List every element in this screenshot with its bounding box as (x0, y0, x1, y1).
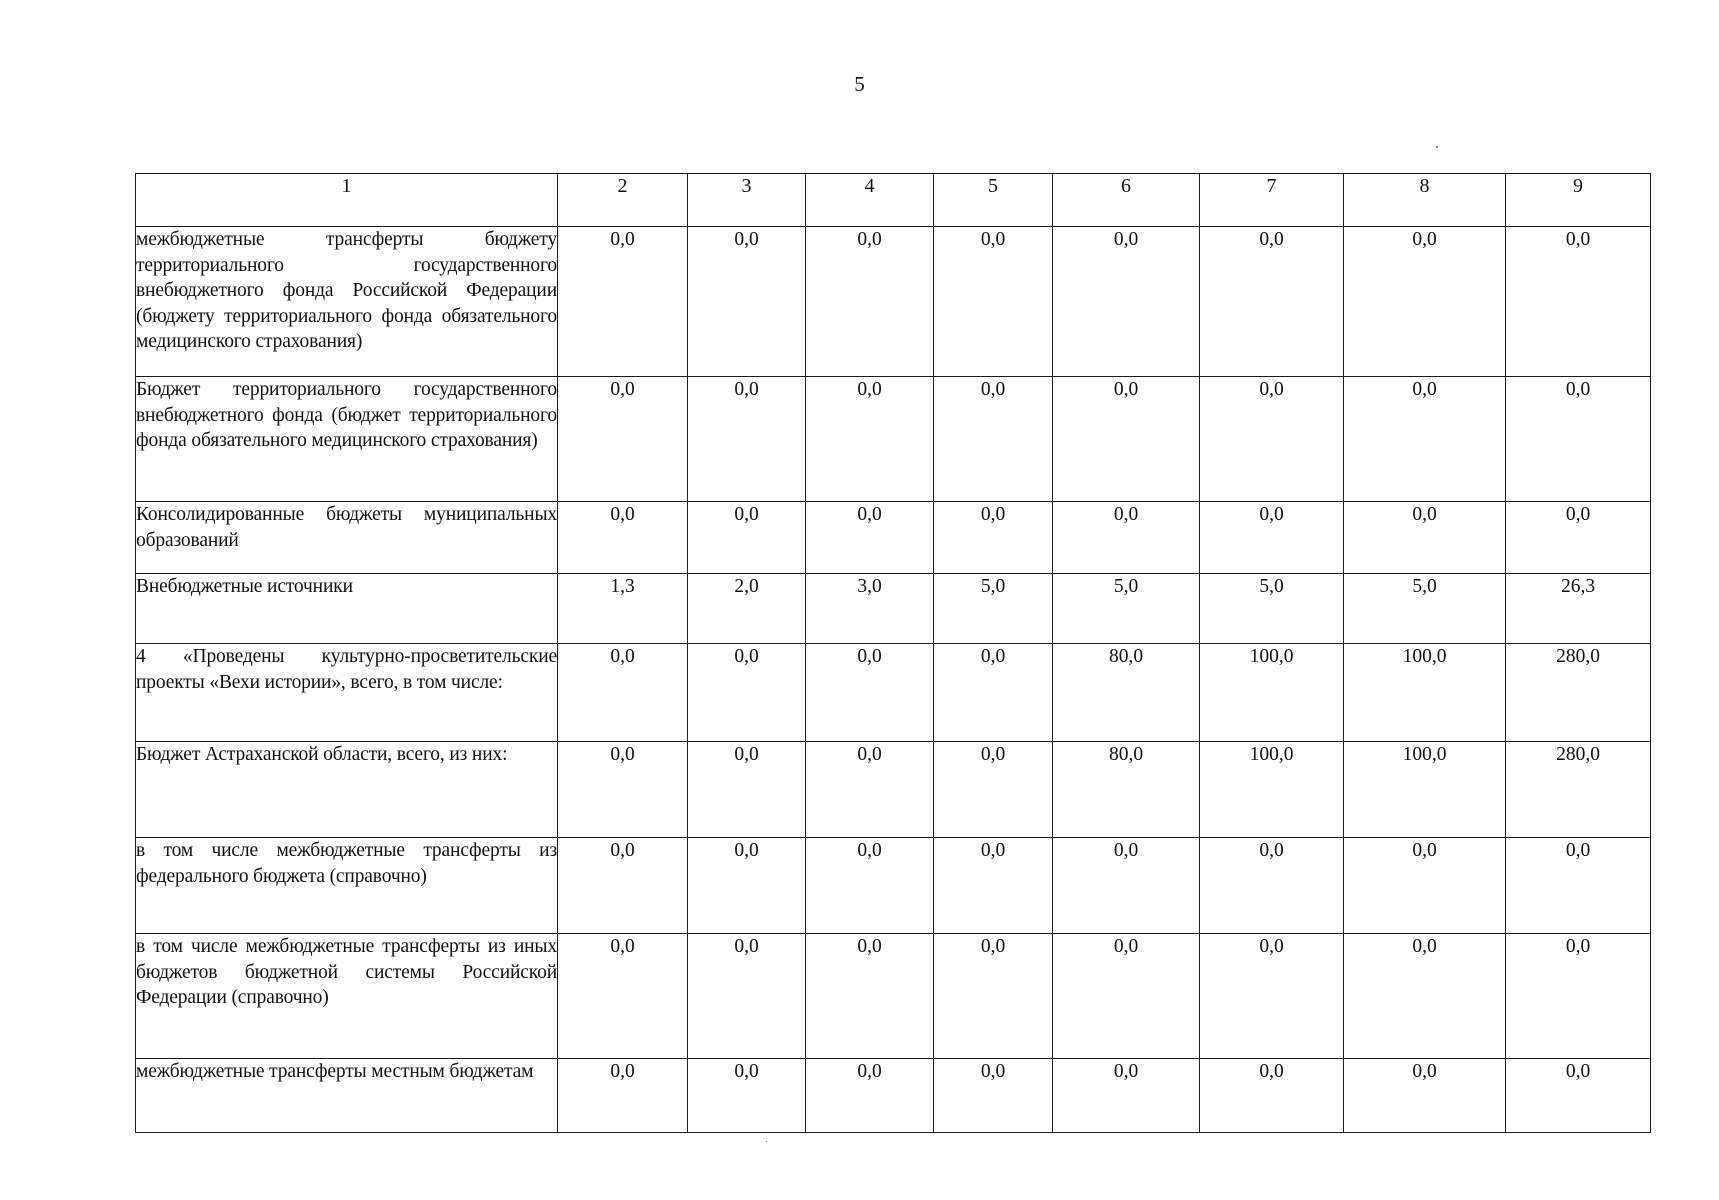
cell-value: 0,0 (1053, 227, 1200, 377)
table-row (136, 934, 1651, 1059)
cell-value: 0,0 (934, 934, 1053, 1059)
row-label: 4 «Проведены культурно-просветительские проекты «Вехи истории», всего, в том числе: (136, 644, 558, 742)
cell-value: 0,0 (558, 742, 688, 838)
column-header: 6 (1053, 174, 1200, 227)
cell-value: 0,0 (934, 1059, 1053, 1133)
cell-value: 0,0 (688, 227, 806, 377)
cell-value: 5,0 (1344, 574, 1506, 644)
cell-value: 0,0 (806, 377, 934, 502)
column-header: 2 (558, 174, 688, 227)
cell-value: 0,0 (1344, 227, 1506, 377)
cell-value: 0,0 (558, 838, 688, 934)
cell-value: 0,0 (1200, 934, 1344, 1059)
cell-value: 0,0 (558, 1059, 688, 1133)
page-number: 5 (854, 72, 865, 96)
column-header: 5 (934, 174, 1053, 227)
cell-value: 0,0 (558, 644, 688, 742)
scan-speck (766, 1141, 767, 1142)
cell-value: 0,0 (934, 742, 1053, 838)
header-row (136, 174, 1651, 227)
row-label: межбюджетные трансферты бюджету территориального государственного внебюджетного фонда Российской Федерации (бюджету территориального фонда обязательного медицинского страхования) (136, 227, 558, 377)
column-header: 7 (1200, 174, 1344, 227)
cell-value: 0,0 (688, 1059, 806, 1133)
cell-value: 0,0 (1344, 934, 1506, 1059)
cell-value: 0,0 (1506, 1059, 1651, 1133)
table-row (136, 227, 1651, 377)
cell-value: 100,0 (1344, 742, 1506, 838)
cell-value: 0,0 (1200, 227, 1344, 377)
cell-value: 280,0 (1506, 742, 1651, 838)
cell-value: 0,0 (688, 934, 806, 1059)
cell-value: 0,0 (806, 227, 934, 377)
row-label: в том числе межбюджетные трансферты из иных бюджетов бюджетной системы Российской Федерации (справочно) (136, 934, 558, 1059)
cell-value: 0,0 (1200, 1059, 1344, 1133)
table-row (136, 502, 1651, 574)
cell-value: 0,0 (934, 227, 1053, 377)
cell-value: 0,0 (688, 644, 806, 742)
cell-value: 80,0 (1053, 644, 1200, 742)
cell-value: 0,0 (934, 502, 1053, 574)
column-header: 4 (806, 174, 934, 227)
cell-value: 0,0 (558, 227, 688, 377)
row-label: Бюджет территориального государственного внебюджетного фонда (бюджет территориального фонда обязательного медицинского страхования) (136, 377, 558, 502)
cell-value: 280,0 (1506, 644, 1651, 742)
cell-value: 5,0 (1200, 574, 1344, 644)
cell-value: 3,0 (806, 574, 934, 644)
cell-value: 0,0 (934, 838, 1053, 934)
budget-table (135, 173, 1651, 1133)
cell-value: 100,0 (1344, 644, 1506, 742)
cell-value: 0,0 (1200, 502, 1344, 574)
cell-value: 26,3 (1506, 574, 1651, 644)
cell-value: 0,0 (558, 934, 688, 1059)
cell-value: 0,0 (1053, 838, 1200, 934)
row-label: Консолидированные бюджеты муниципальных образований (136, 502, 558, 574)
cell-value: 0,0 (806, 934, 934, 1059)
cell-value: 0,0 (806, 742, 934, 838)
column-header: 3 (688, 174, 806, 227)
cell-value: 0,0 (806, 502, 934, 574)
cell-value: 0,0 (1053, 1059, 1200, 1133)
cell-value: 0,0 (1506, 377, 1651, 502)
cell-value: 0,0 (934, 644, 1053, 742)
scan-speck (1436, 146, 1438, 148)
cell-value: 0,0 (934, 377, 1053, 502)
cell-value: 0,0 (1344, 377, 1506, 502)
cell-value: 5,0 (1053, 574, 1200, 644)
cell-value: 0,0 (1506, 934, 1651, 1059)
cell-value: 0,0 (688, 377, 806, 502)
table-row (136, 1059, 1651, 1133)
cell-value: 0,0 (1344, 838, 1506, 934)
cell-value: 100,0 (1200, 742, 1344, 838)
cell-value: 80,0 (1053, 742, 1200, 838)
row-label: Внебюджетные источники (136, 574, 558, 644)
cell-value: 0,0 (1506, 227, 1651, 377)
table-row (136, 838, 1651, 934)
cell-value: 1,3 (558, 574, 688, 644)
cell-value: 0,0 (806, 838, 934, 934)
cell-value: 5,0 (934, 574, 1053, 644)
cell-value: 0,0 (1506, 838, 1651, 934)
cell-value: 2,0 (688, 574, 806, 644)
cell-value: 0,0 (1053, 502, 1200, 574)
cell-value: 0,0 (558, 377, 688, 502)
cell-value: 0,0 (1200, 838, 1344, 934)
column-header: 8 (1344, 174, 1506, 227)
table-row (136, 742, 1651, 838)
table-row (136, 377, 1651, 502)
cell-value: 0,0 (1053, 377, 1200, 502)
table-row (136, 644, 1651, 742)
cell-value: 0,0 (688, 742, 806, 838)
table-row (136, 574, 1651, 644)
column-header: 9 (1506, 174, 1651, 227)
cell-value: 0,0 (1344, 1059, 1506, 1133)
row-label: Бюджет Астраханской области, всего, из них: (136, 742, 558, 838)
cell-value: 0,0 (1506, 502, 1651, 574)
column-header: 1 (136, 174, 558, 227)
cell-value: 0,0 (1344, 502, 1506, 574)
cell-value: 0,0 (806, 1059, 934, 1133)
cell-value: 0,0 (688, 502, 806, 574)
row-label: межбюджетные трансферты местным бюджетам (136, 1059, 558, 1133)
cell-value: 0,0 (688, 838, 806, 934)
cell-value: 0,0 (1200, 377, 1344, 502)
cell-value: 100,0 (1200, 644, 1344, 742)
row-label: в том числе межбюджетные трансферты из федерального бюджета (справочно) (136, 838, 558, 934)
cell-value: 0,0 (806, 644, 934, 742)
cell-value: 0,0 (558, 502, 688, 574)
cell-value: 0,0 (1053, 934, 1200, 1059)
